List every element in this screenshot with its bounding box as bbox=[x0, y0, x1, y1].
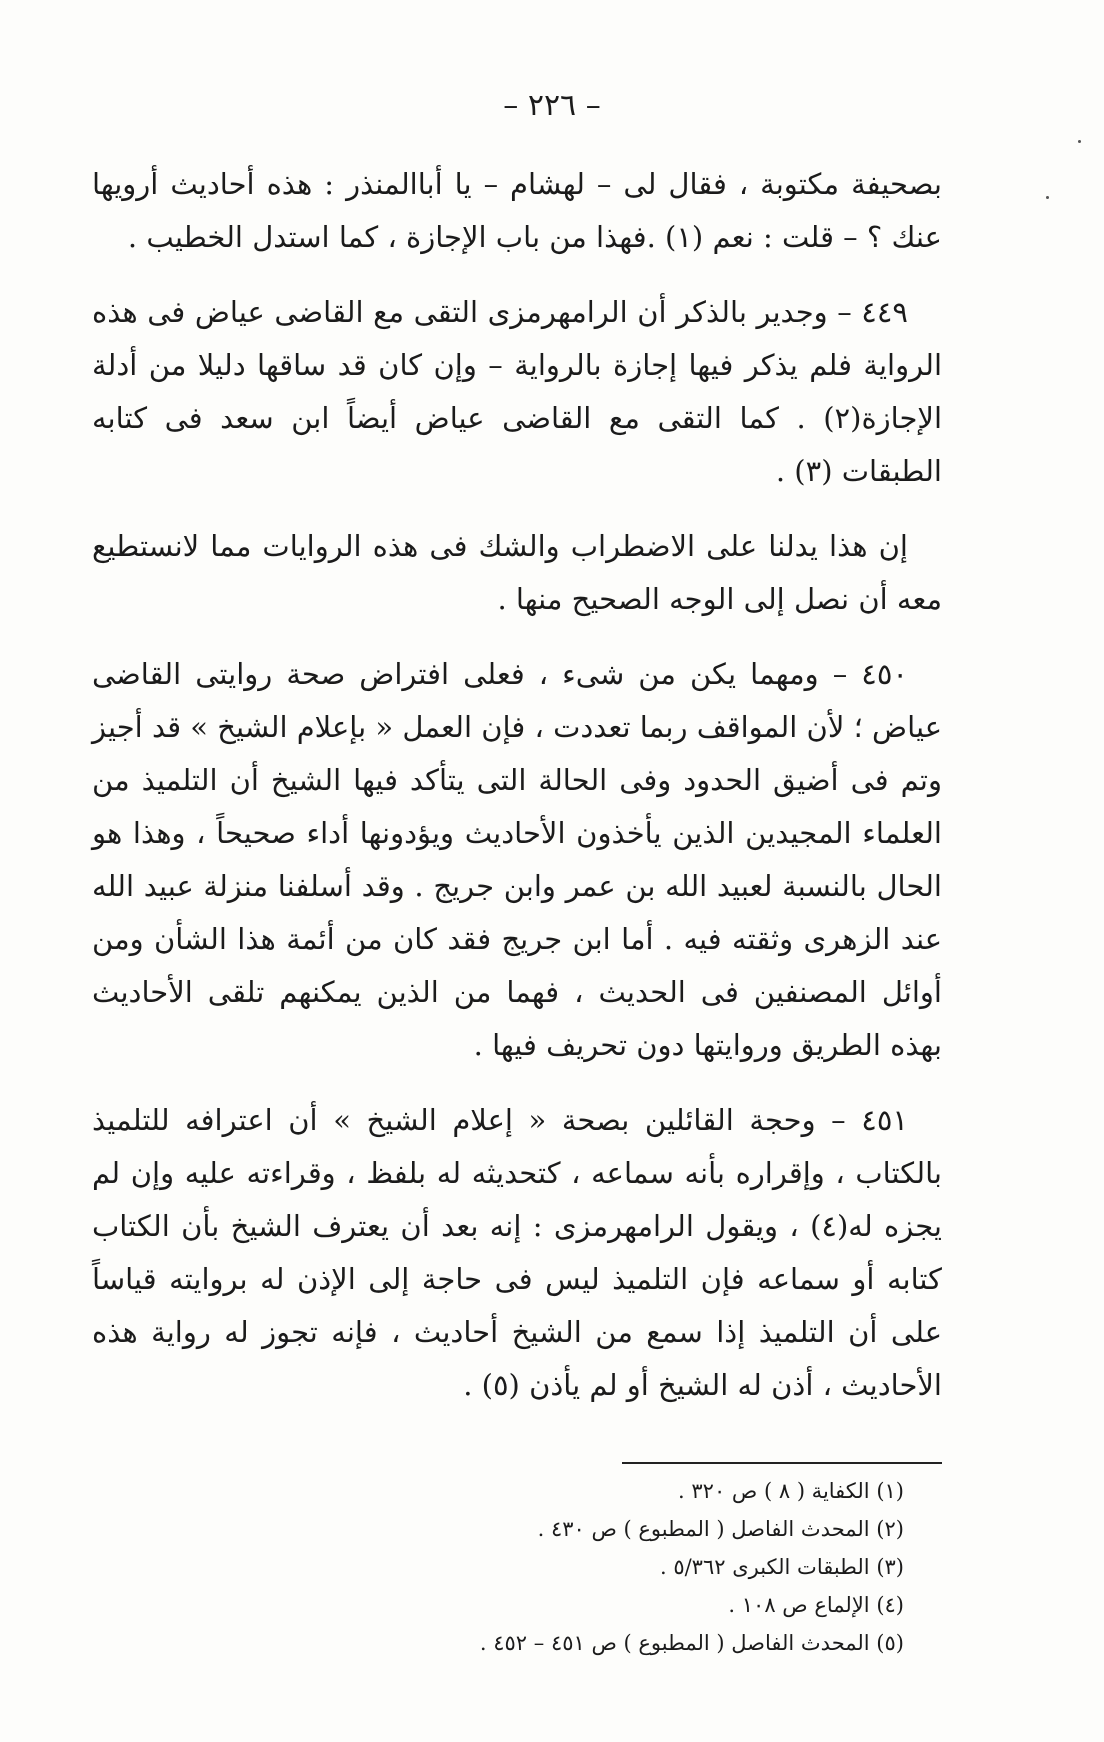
paragraph-continuation: بصحيفة مكتوبة ، فقال لى – لهشام – يا أباالمنذر : هذه أحاديث أرويها عنك ؟ – قلت : نعم (١) .فهذا من باب الإجازة ، كما استدل الخطيب . bbox=[92, 167, 942, 254]
footnote-1: (١) الكفاية ( ٨ ) ص ٣٢٠ . bbox=[678, 1479, 904, 1503]
paragraph-450: ٤٥٠ – ومهما يكن من شىء ، فعلى افتراض صحة روايتى القاضى عياض ؛ لأن المواقف ربما تعددت ، فإن العمل « بإعلام الشيخ » قد أجيز وتم فى أضيق الحدود وفى الحالة التى يتأكد فيها الشيخ أن التلميذ من العلماء المجيدين الذين يأخذون الأحاديث ويؤدونها أداء صحيحاً ، وهذا هو الحال بالنسبة لعبيد الله بن عمر وابن جريج . وقد أسلفنا منزلة عبيد الله عند الزهرى وثقته فيه . أما ابن جريج فقد كان من أئمة هذا الشأن ومن أوائل المصنفين فى الحديث ، فهما من الذين يمكنهم تلقى الأحاديث بهذه الطريق وروايتها دون تحريف فيها . bbox=[92, 657, 942, 1062]
scan-speck bbox=[1046, 196, 1049, 199]
footnote-divider bbox=[622, 1462, 942, 1464]
footnote-4: (٤) الإلماع ص ١٠٨ . bbox=[728, 1593, 904, 1617]
footnote-5: (٥) المحدث الفاصل ( المطبوع ) ص ٤٥١ – ٤٥٢ . bbox=[479, 1631, 904, 1655]
scan-speck bbox=[1078, 140, 1081, 143]
paragraph-449: ٤٤٩ – وجدير بالذكر أن الرامهرمزى التقى مع القاضى عياض فى هذه الرواية فلم يذكر فيها إجازة بالرواية – وإن كان قد ساقها دليلا من أدلة الإجازة(٢) . كما التقى مع القاضى عياض أيضاً ابن سعد فى كتابه الطبقات (٣) . bbox=[92, 295, 942, 488]
footnotes bbox=[92, 1472, 942, 1662]
page-number: – ٢٢٦ – bbox=[503, 88, 601, 123]
footnote-3: (٣) الطبقات الكبرى ٥/٣٦٢ . bbox=[659, 1555, 904, 1579]
footnote-2: (٢) المحدث الفاصل ( المطبوع ) ص ٤٣٠ . bbox=[537, 1517, 904, 1541]
paragraph-conclusion: إن هذا يدلنا على الاضطراب والشك فى هذه الروايات مما لانستطيع معه أن نصل إلى الوجه الصحيح منها . bbox=[92, 529, 942, 616]
paragraph-451: ٤٥١ – وحجة القائلين بصحة « إعلام الشيخ » أن اعترافه للتلميذ بالكتاب ، وإقراره بأنه سماعه ، كتحديثه له بلفظ ، وقراءته عليه وإن لم يجزه له(٤) ، ويقول الرامهرمزى : إنه بعد أن يعترف الشيخ بأن الكتاب كتابه أو سماعه فإن التلميذ ليس فى حاجة إلى الإذن له بروايته قياساً على أن التلميذ إذا سمع من الشيخ أحاديث ، فإنه تجوز له رواية هذه الأحاديث ، أذن له الشيخ أو لم يأذن (٥) . bbox=[92, 1103, 942, 1402]
body-text bbox=[92, 158, 942, 1434]
